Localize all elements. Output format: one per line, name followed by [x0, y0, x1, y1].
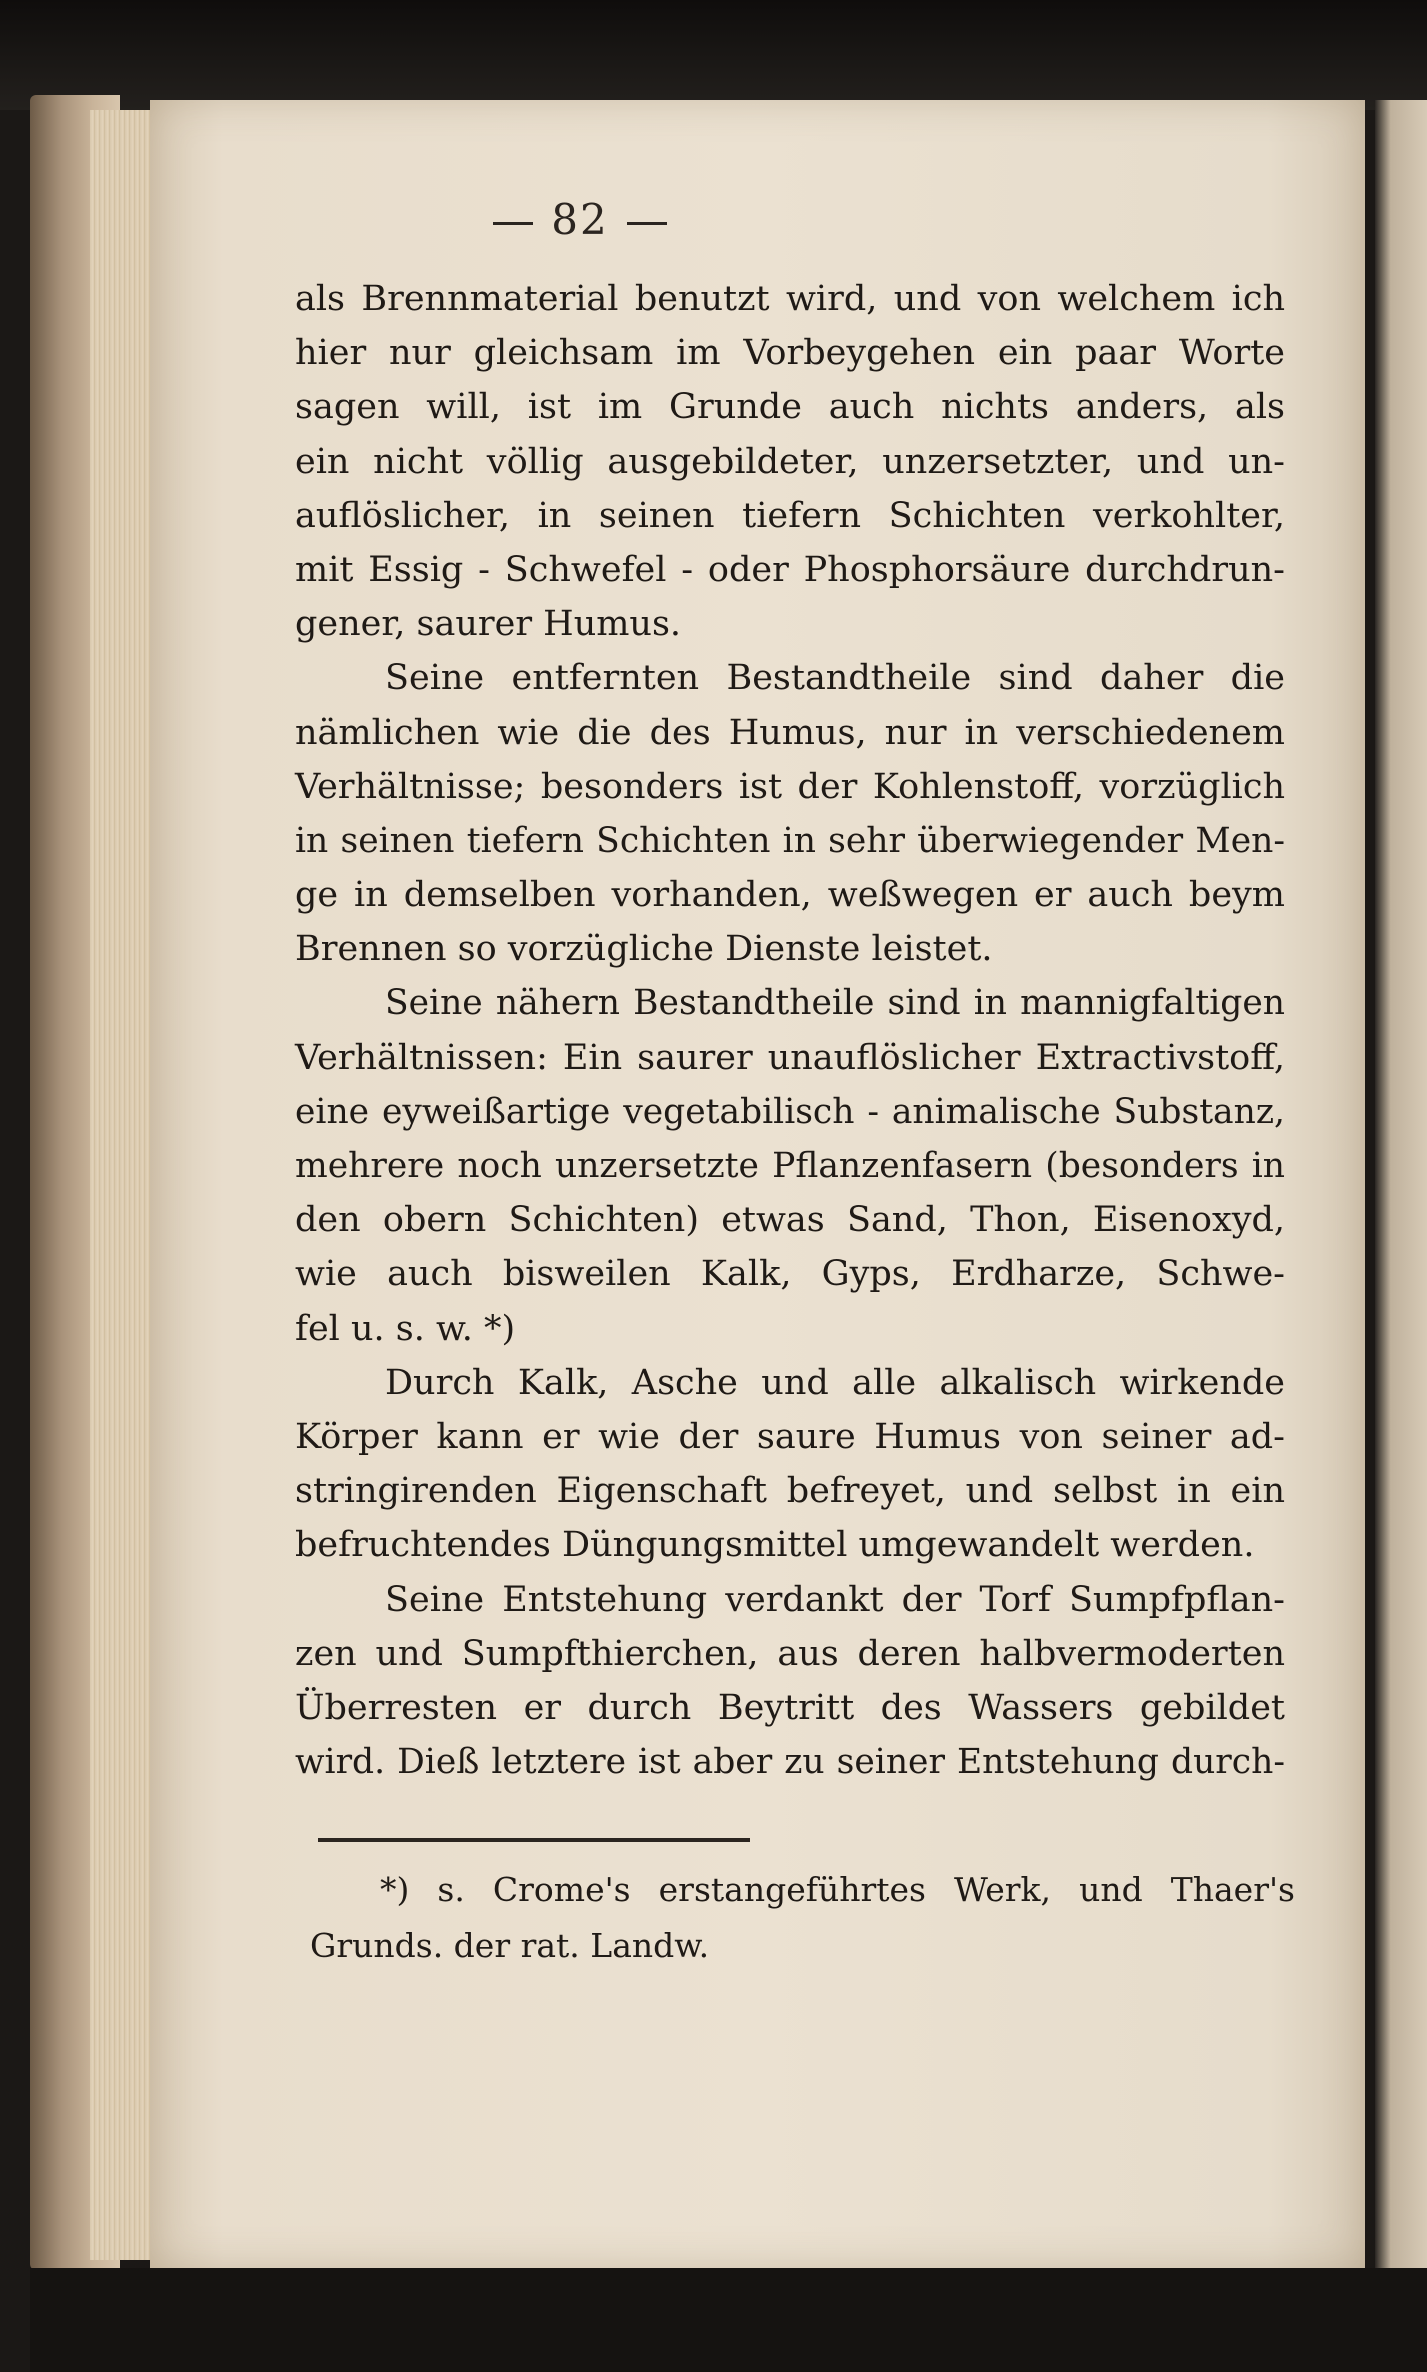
text-line: auflöslicher, in seinen tiefern Schichten verkohlter,	[295, 495, 1285, 536]
text-line: mit Essig - Schwefel - oder Phosphorsäure durchdrun-	[295, 549, 1285, 590]
text-line: Verhältnisse; besonders ist der Kohlenstoff, vorzüglich	[295, 766, 1285, 807]
text-line: Seine Entstehung verdankt der Torf Sumpfpflan-	[385, 1579, 1285, 1620]
text-line: Seine nähern Bestandtheile sind in mannigfaltigen	[385, 983, 1285, 1024]
text-line: den obern Schichten) etwas Sand, Thon, Eisenoxyd,	[295, 1200, 1285, 1241]
page-number-value: 82	[551, 195, 609, 244]
text-line: Körper kann er wie der saure Humus von seiner ad-	[295, 1416, 1285, 1457]
body-text	[295, 272, 1285, 1789]
text-line: nämlichen wie die des Humus, nur in verschiedenem	[295, 712, 1285, 753]
text-line: wird. Dieß letztere ist aber zu seiner Entstehung durch-	[295, 1742, 1285, 1783]
text-line: sagen will, ist im Grunde auch nichts anders, als	[295, 387, 1285, 428]
text-line: Brennen so vorzügliche Dienste leistet.	[295, 929, 993, 970]
text-line: mehrere noch unzersetzte Pflanzenfasern (besonders in	[295, 1146, 1285, 1186]
text-line: Durch Kalk, Asche und alle alkalisch wirkende	[385, 1362, 1285, 1403]
text-line: stringirenden Eigenschaft befreyet, und selbst in ein	[295, 1471, 1285, 1512]
text-line: als Brennmaterial benutzt wird, und von welchem ich	[295, 279, 1285, 319]
text-line: zen und Sumpfthierchen, aus deren halbvermoderten	[295, 1633, 1285, 1674]
text-line: Verhältnissen: Ein saurer unauflöslicher Extractivstoff,	[295, 1037, 1285, 1078]
backdrop-bottom	[30, 2268, 1427, 2372]
backdrop	[0, 0, 1427, 110]
facing-page-edge	[1375, 100, 1427, 2268]
text-line: wie auch bisweilen Kalk, Gyps, Erdharze, Schwe-	[295, 1254, 1285, 1295]
text-line: hier nur gleichsam im Vorbeygehen ein paar Worte	[295, 333, 1285, 374]
footnote-line: *) s. Crome's erstangeführtes Werk, und Thaer's	[380, 1870, 1295, 1909]
footnote-divider	[318, 1838, 750, 1842]
text-line: ge in demselben vorhanden, weßwegen er auch beym	[295, 875, 1285, 916]
text-line: ein nicht völlig ausgebildeter, unzersetzter, und un-	[295, 441, 1285, 482]
text-line: eine eyweißartige vegetabilisch - animalische Substanz,	[295, 1091, 1285, 1132]
page-number	[0, 195, 1160, 244]
text-line: fel u. s. w. *)	[295, 1308, 516, 1349]
dash-left	[493, 222, 533, 225]
footnote-line: Grunds. der rat. Landw.	[310, 1926, 710, 1965]
dash-right	[627, 222, 667, 225]
footnote	[310, 1862, 1295, 1974]
text-line: Seine entfernten Bestandtheile sind daher die	[385, 658, 1285, 699]
text-line: in seinen tiefern Schichten in sehr überwiegender Men-	[295, 820, 1285, 861]
text-line: befruchtendes Düngungsmittel umgewandelt werden.	[295, 1525, 1255, 1566]
text-line: Überresten er durch Beytritt des Wassers gebildet	[295, 1687, 1285, 1728]
text-line: gener, saurer Humus.	[295, 604, 682, 645]
